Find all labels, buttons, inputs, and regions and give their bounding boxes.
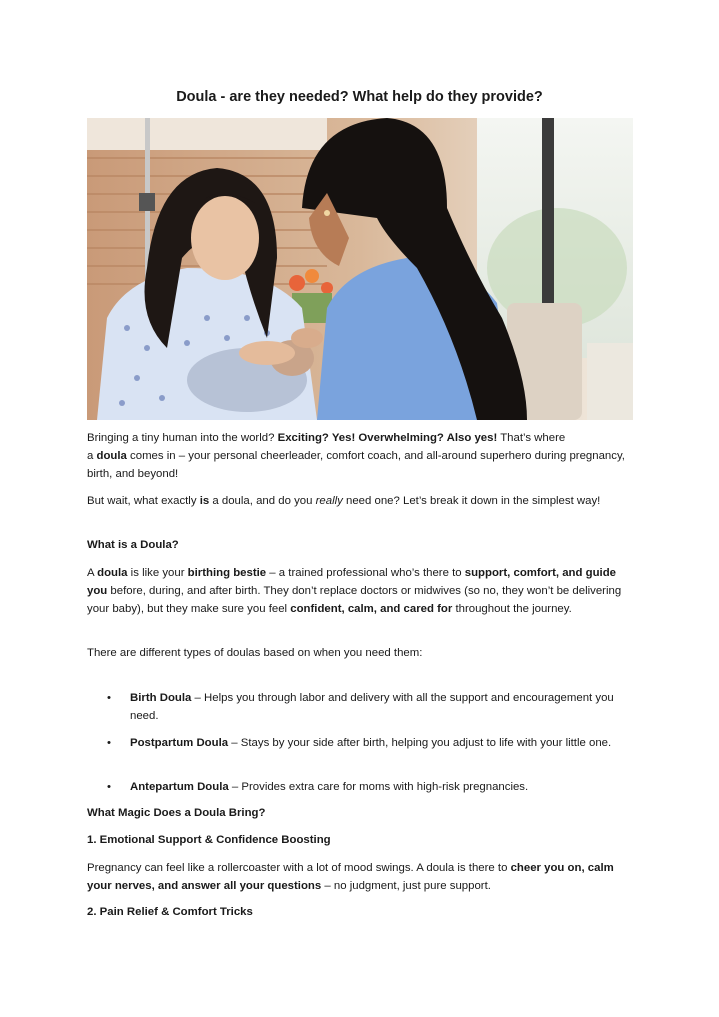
bullet-icon: • (107, 692, 111, 704)
doula-photo (87, 118, 633, 420)
types-intro-paragraph: There are different types of doulas based on when you need them: (87, 647, 423, 659)
intro-paragraph: Bringing a tiny human into the world? Exciting? Yes! Overwhelming? Also yes! That’s where a doula comes in – your personal cheerleader, comfort coach, and all-around superhero during pregnancy, birth, and beyond! (87, 432, 625, 480)
list-item-label: Postpartum Doula (130, 737, 229, 749)
list-item-text: – Provides extra care for moms with high-risk pregnancies. (228, 781, 529, 793)
heading-emotional-support: 1. Emotional Support & Confidence Boosting (87, 834, 331, 846)
emotional-support-paragraph: Pregnancy can feel like a rollercoaster with a lot of mood swings. A doula is there to cheer you on, calm your nerves, and answer all your questions – no judgment, just pure support. (87, 862, 614, 892)
heading-magic: What Magic Does a Doula Bring? (87, 807, 266, 819)
list-item-text: – Helps you through labor and delivery with all the support and encouragement you need. (130, 692, 614, 722)
list-item-label: Birth Doula (130, 692, 192, 704)
document-title: Doula - are they needed? What help do they provide? (176, 89, 543, 105)
definition-paragraph: A doula is like your birthing bestie – a trained professional who’s there to support, comfort, and guide you before, during, and after birth. They don’t replace doctors or midwives (so no, they won’t be delivering your baby), but they make sure you feel confident, calm, and cared for throughout the journey. (87, 567, 622, 615)
bullet-icon: • (107, 737, 111, 749)
list-item-text: – Stays by your side after birth, helping you adjust to life with your little one. (228, 737, 612, 749)
heading-what-is-doula: What is a Doula? (87, 539, 179, 551)
question-paragraph: But wait, what exactly is a doula, and do you really need one? Let’s break it down in the simplest way! (87, 495, 601, 507)
heading-pain-relief: 2. Pain Relief & Comfort Tricks (87, 906, 253, 918)
list-item-label: Antepartum Doula (130, 781, 229, 793)
bullet-icon: • (107, 781, 111, 793)
